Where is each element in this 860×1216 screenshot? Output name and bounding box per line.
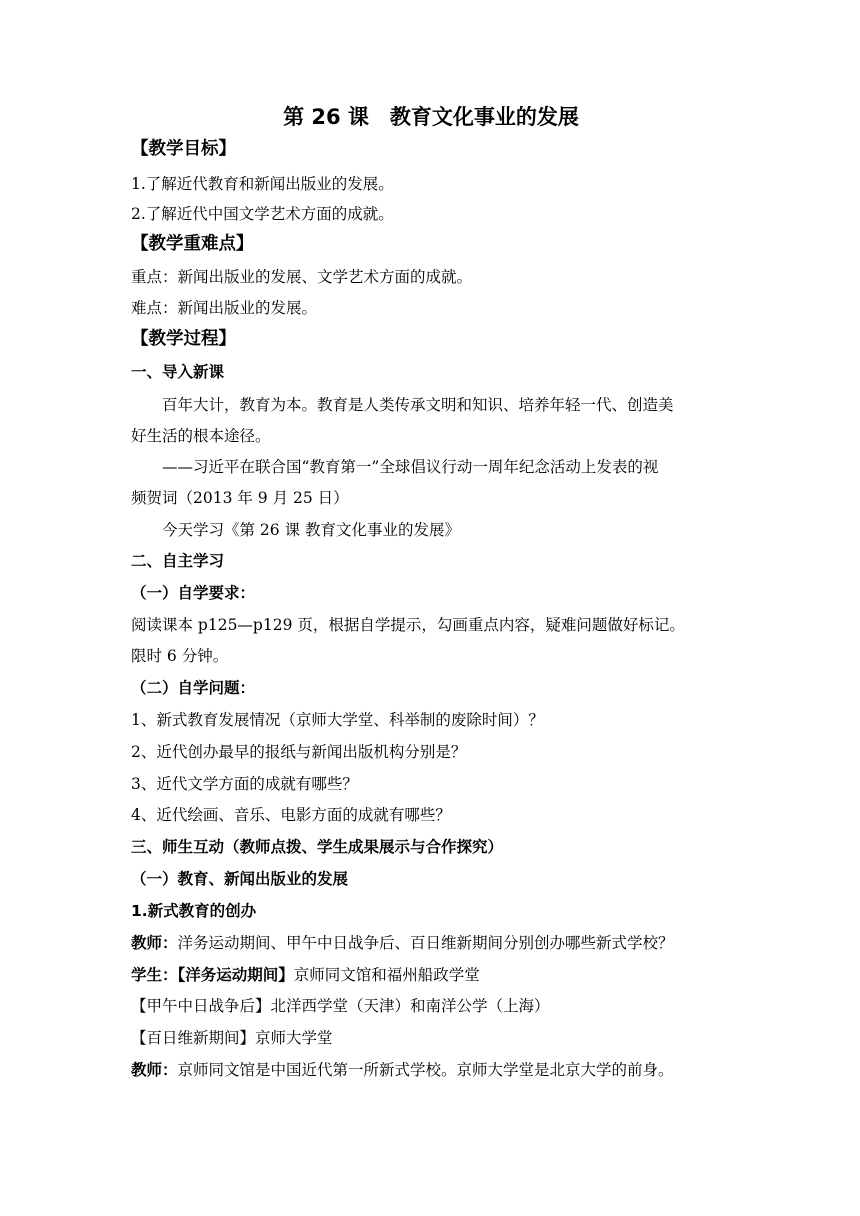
process-heading: 【教学过程】: [131, 329, 236, 349]
student-answer-2: 北洋西学堂（天津）和南洋公学（上海）: [270, 997, 550, 1015]
education-press-heading: （一）教育、新闻出版业的发展: [131, 870, 349, 888]
question-item-2: 2、近代创办最早的报纸与新闻出版机构分别是？: [131, 743, 467, 761]
self-study-requirement-line-1: 阅读课本 p125—p129 页，根据自学提示，勾画重点内容，疑难问题做好标记。: [131, 616, 685, 634]
page-title: 第 26 课 教育文化事业的发展: [283, 105, 579, 129]
focus-text: 重点：新闻出版业的发展、文学艺术方面的成就。: [131, 268, 473, 286]
question-item-4: 4、近代绘画、音乐、电影方面的成就有哪些？: [131, 806, 451, 824]
student-tag-1: 【洋务运动期间】: [177, 966, 294, 984]
key-points-heading: 【教学重难点】: [131, 234, 254, 254]
student-answer-line-1: [131, 964, 480, 986]
goal-item-1: 1.了解近代教育和新闻出版业的发展。: [131, 175, 394, 193]
intro-quote-line-1: 百年大计，教育为本。教育是人类传承文明和知识、培养年轻一代、创造美: [162, 396, 674, 414]
self-study-requirement-heading: （一）自学要求：: [131, 584, 256, 602]
teacher-label-2: 教师：: [131, 1061, 178, 1079]
intro-source-line-2: 频贺词（2013 年 9 月 25 日）: [131, 489, 349, 507]
student-label: 学生：: [131, 966, 178, 984]
new-school-heading: 1.新式教育的创办: [131, 902, 257, 920]
teacher-note: 京师同文馆是中国近代第一所新式学校。京师大学堂是北京大学的前身。: [177, 1061, 674, 1079]
student-answer-line-3: [131, 1027, 333, 1049]
student-tag-3: 【百日维新期间】: [131, 1029, 256, 1047]
student-answer-3: 京师大学堂: [255, 1029, 333, 1047]
self-study-questions-heading: （二）自学问题：: [131, 679, 256, 697]
question-item-1: 1、新式教育发展情况（京师大学堂、科举制的废除时间）？: [131, 711, 544, 729]
intro-today: 今天学习《第 26 课 教育文化事业的发展》: [162, 521, 461, 539]
question-item-3: 3、近代文学方面的成就有哪些？: [131, 775, 358, 793]
goal-item-2: 2.了解近代中国文学艺术方面的成就。: [131, 205, 394, 223]
student-answer-line-2: [131, 995, 550, 1017]
teacher-label: 教师：: [131, 934, 178, 952]
self-study-requirement-line-2: 限时 6 分钟。: [131, 647, 229, 665]
intro-heading: 一、导入新课: [131, 363, 225, 381]
interaction-heading: 三、师生互动（教师点拨、学生成果展示与合作探究）: [131, 838, 504, 856]
goals-heading: 【教学目标】: [131, 139, 236, 159]
self-study-heading: 二、自主学习: [131, 552, 225, 570]
teacher-note-line: [131, 1059, 674, 1081]
teacher-question-line: [131, 932, 674, 954]
student-answer-1: 京师同文馆和福州船政学堂: [293, 966, 480, 984]
difficulty-text: 难点：新闻出版业的发展。: [131, 299, 318, 317]
intro-quote-line-2: 好生活的根本途径。: [131, 427, 271, 445]
teacher-question: 洋务运动期间、甲午中日战争后、百日维新期间分别创办哪些新式学校？: [177, 934, 674, 952]
intro-source-line-1: ——习近平在联合国“教育第一”全球倡议行动一周年纪念活动上发表的视: [162, 458, 659, 476]
student-tag-2: 【甲午中日战争后】: [131, 997, 271, 1015]
